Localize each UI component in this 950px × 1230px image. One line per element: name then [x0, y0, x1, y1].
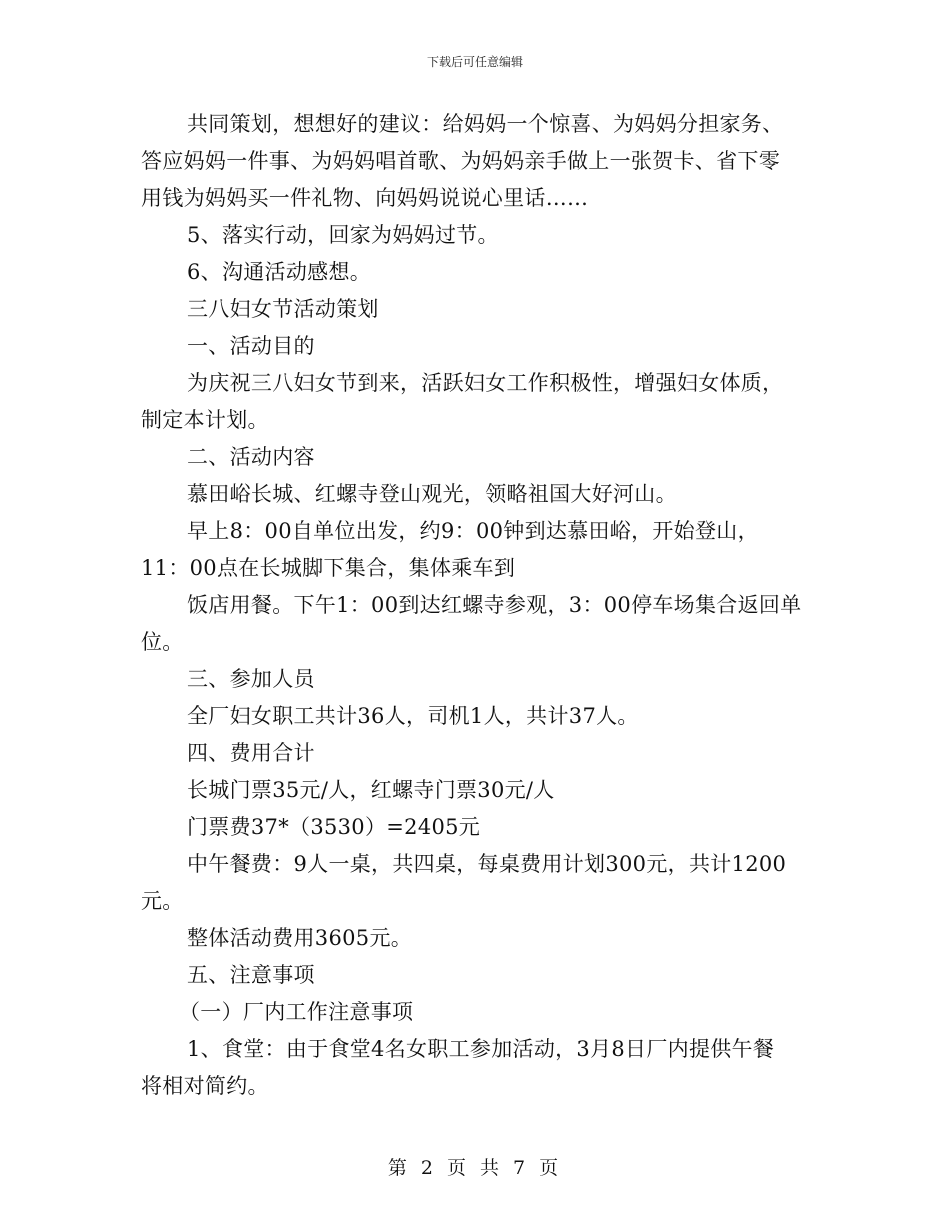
paragraph-line: 为庆祝三八妇女节到来，活跃妇女工作积极性，增强妇女体质，	[187, 371, 784, 395]
page-number: 第 2 页 共 7 页	[387, 1157, 563, 1179]
paragraph-line: 用钱为妈妈买一件礼物、向妈妈说说心里话……	[141, 186, 589, 210]
section-heading: 一、活动目的	[187, 334, 315, 358]
page-header: 下载后可任意编辑	[426, 55, 523, 69]
paragraph-line: 将相对简约。	[141, 1074, 269, 1098]
paragraph-line: 长城门票35元/人，红螺寺门票30元/人	[187, 778, 555, 802]
paragraph-line: 全厂妇女职工共计36人，司机1人，共计37人。	[187, 704, 639, 728]
paragraph-line: 早上8：00自单位出发，约9：00钟到达慕田峪，开始登山，	[187, 519, 759, 543]
paragraph-line: 制定本计划。	[141, 408, 269, 432]
subsection-heading: （一）厂内工作注意事项	[179, 1000, 414, 1024]
paragraph-line: 位。	[141, 630, 184, 654]
list-item: 1、食堂：由于食堂4名女职工参加活动，3月8日厂内提供午餐	[187, 1037, 775, 1061]
list-item: 6、沟通活动感想。	[187, 260, 372, 284]
section-title: 三八妇女节活动策划	[187, 297, 379, 321]
section-heading: 二、活动内容	[187, 445, 315, 469]
paragraph-line: 慕田峪长城、红螺寺登山观光，领略祖国大好河山。	[187, 482, 677, 506]
paragraph-line: 饭店用餐。下午1：00到达红螺寺参观，3：00停车场集合返回单	[187, 593, 802, 617]
paragraph-line: 中午餐费：9人一桌，共四桌，每桌费用计划300元，共计1200	[187, 852, 787, 876]
section-heading: 四、费用合计	[187, 741, 315, 765]
paragraph-line: 整体活动费用3605元。	[187, 926, 413, 950]
paragraph-line: 共同策划，想想好的建议：给妈妈一个惊喜、为妈妈分担家务、	[187, 112, 784, 136]
paragraph-line: 门票费37*（3530）=2405元	[187, 815, 481, 839]
paragraph-line: 元。	[141, 889, 184, 913]
section-heading: 三、参加人员	[187, 667, 315, 691]
list-item: 5、落实行动，回家为妈妈过节。	[187, 223, 499, 247]
section-heading: 五、注意事项	[187, 963, 315, 987]
paragraph-line: 11：00点在长城脚下集合，集体乘车到	[141, 556, 516, 580]
paragraph-line: 答应妈妈一件事、为妈妈唱首歌、为妈妈亲手做上一张贺卡、省下零	[141, 149, 780, 173]
document-body	[141, 106, 821, 1105]
